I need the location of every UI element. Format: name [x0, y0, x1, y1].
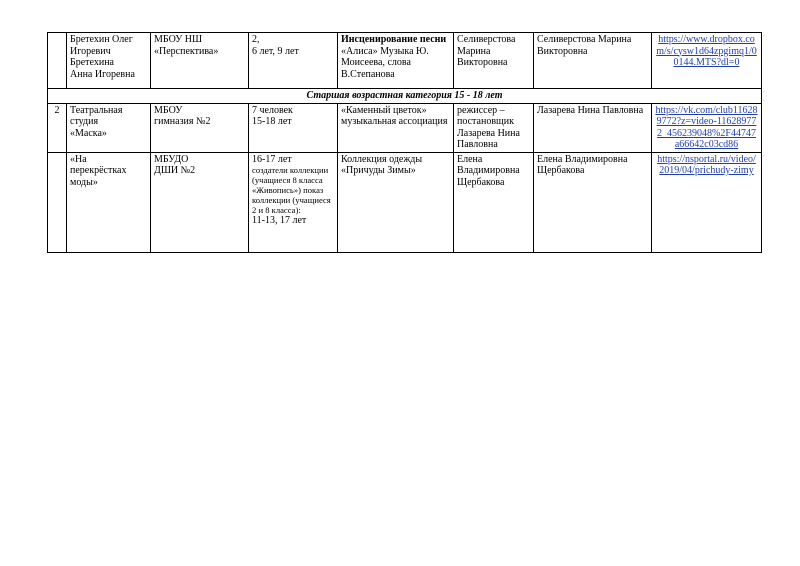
participant-line: Театральная [70, 104, 123, 116]
age-description: создатели коллекции (учащиеся 8 класса «Живопись») показ коллекции (учащиеся 2 и 8 класса): [252, 165, 331, 215]
age-cell [249, 33, 338, 89]
institution-line: «Перспектива» [154, 45, 219, 57]
row-number: 2 [48, 103, 67, 152]
age-line: 6 лет, 9 лет [252, 45, 299, 57]
age-line: 15-18 лет [252, 116, 292, 127]
participant-line: Игоревич [70, 45, 111, 57]
institution-cell [151, 152, 249, 252]
participant-cell [67, 152, 151, 252]
age-cell [249, 103, 338, 152]
row-number [48, 152, 67, 252]
participant-cell [67, 33, 151, 89]
work-title-bold: Инсценирование песни [341, 34, 447, 45]
teacher-cell: Елена Владимировна Щербакова [534, 152, 652, 252]
leader-cell: режиссер – постановщик Лазарева Нина Павловна [454, 103, 534, 152]
table-row [48, 33, 762, 89]
participant-cell [67, 103, 151, 152]
row-number [48, 33, 67, 89]
leader-cell: Селиверстова Марина Викторовна [454, 33, 534, 89]
table-row [48, 152, 762, 252]
video-link-cell [652, 103, 762, 152]
age-line: 11-13, 17 лет [252, 215, 307, 226]
participant-line: моды» [70, 176, 98, 188]
institution-line: гимназия №2 [154, 116, 211, 127]
video-link[interactable]: https://nsportal.ru/video/2019/04/prichudy-zimy [657, 153, 756, 176]
institution-cell [151, 33, 249, 89]
age-line: 2, [252, 34, 260, 45]
work-title: «Алиса» Музыка Ю. Моисеева, слова В.Степанова [341, 45, 429, 80]
participant-line: «На [70, 153, 87, 165]
institution-line: МБОУ [154, 104, 183, 116]
age-cell [249, 152, 338, 252]
institution-line: МБУДО [154, 153, 189, 165]
work-cell: Коллекция одежды «Причуды Зимы» [338, 152, 454, 252]
video-link-cell [652, 33, 762, 89]
leader-cell: Елена Владимировна Щербакова [454, 152, 534, 252]
participant-line: Бретехина [70, 57, 114, 68]
video-link[interactable]: https://www.dropbox.com/s/cysw1d64zpgimq1/00144.MTS?dl=0 [656, 34, 757, 68]
institution-line: ДШИ №2 [154, 165, 196, 176]
section-row [48, 89, 762, 104]
teacher-cell: Лазарева Нина Павловна [534, 103, 652, 152]
work-cell [338, 33, 454, 89]
participant-line: студия [70, 116, 99, 127]
age-line: 7 человек [252, 104, 293, 116]
section-title: Старшая возрастная категория 15 - 18 лет [48, 89, 762, 104]
table-row [48, 103, 762, 152]
video-link[interactable]: https://vk.com/club116289772?z=video-116289772_456239048%2F44747a66642c03cd86 [655, 104, 758, 150]
work-cell: «Каменный цветок» музыкальная ассоциация [338, 103, 454, 152]
age-line: 16-17 лет [252, 153, 292, 165]
participant-line: «Маска» [70, 127, 107, 139]
results-table [47, 32, 762, 253]
institution-line: МБОУ НШ [154, 34, 203, 45]
institution-cell [151, 103, 249, 152]
participant-line: Анна Игоревна [70, 68, 135, 80]
teacher-cell: Селиверстова Марина Викторовна [534, 33, 652, 89]
participant-line: перекрёстках [70, 165, 127, 176]
video-link-cell [652, 152, 762, 252]
participant-line: Бретехин Олег [70, 34, 133, 45]
